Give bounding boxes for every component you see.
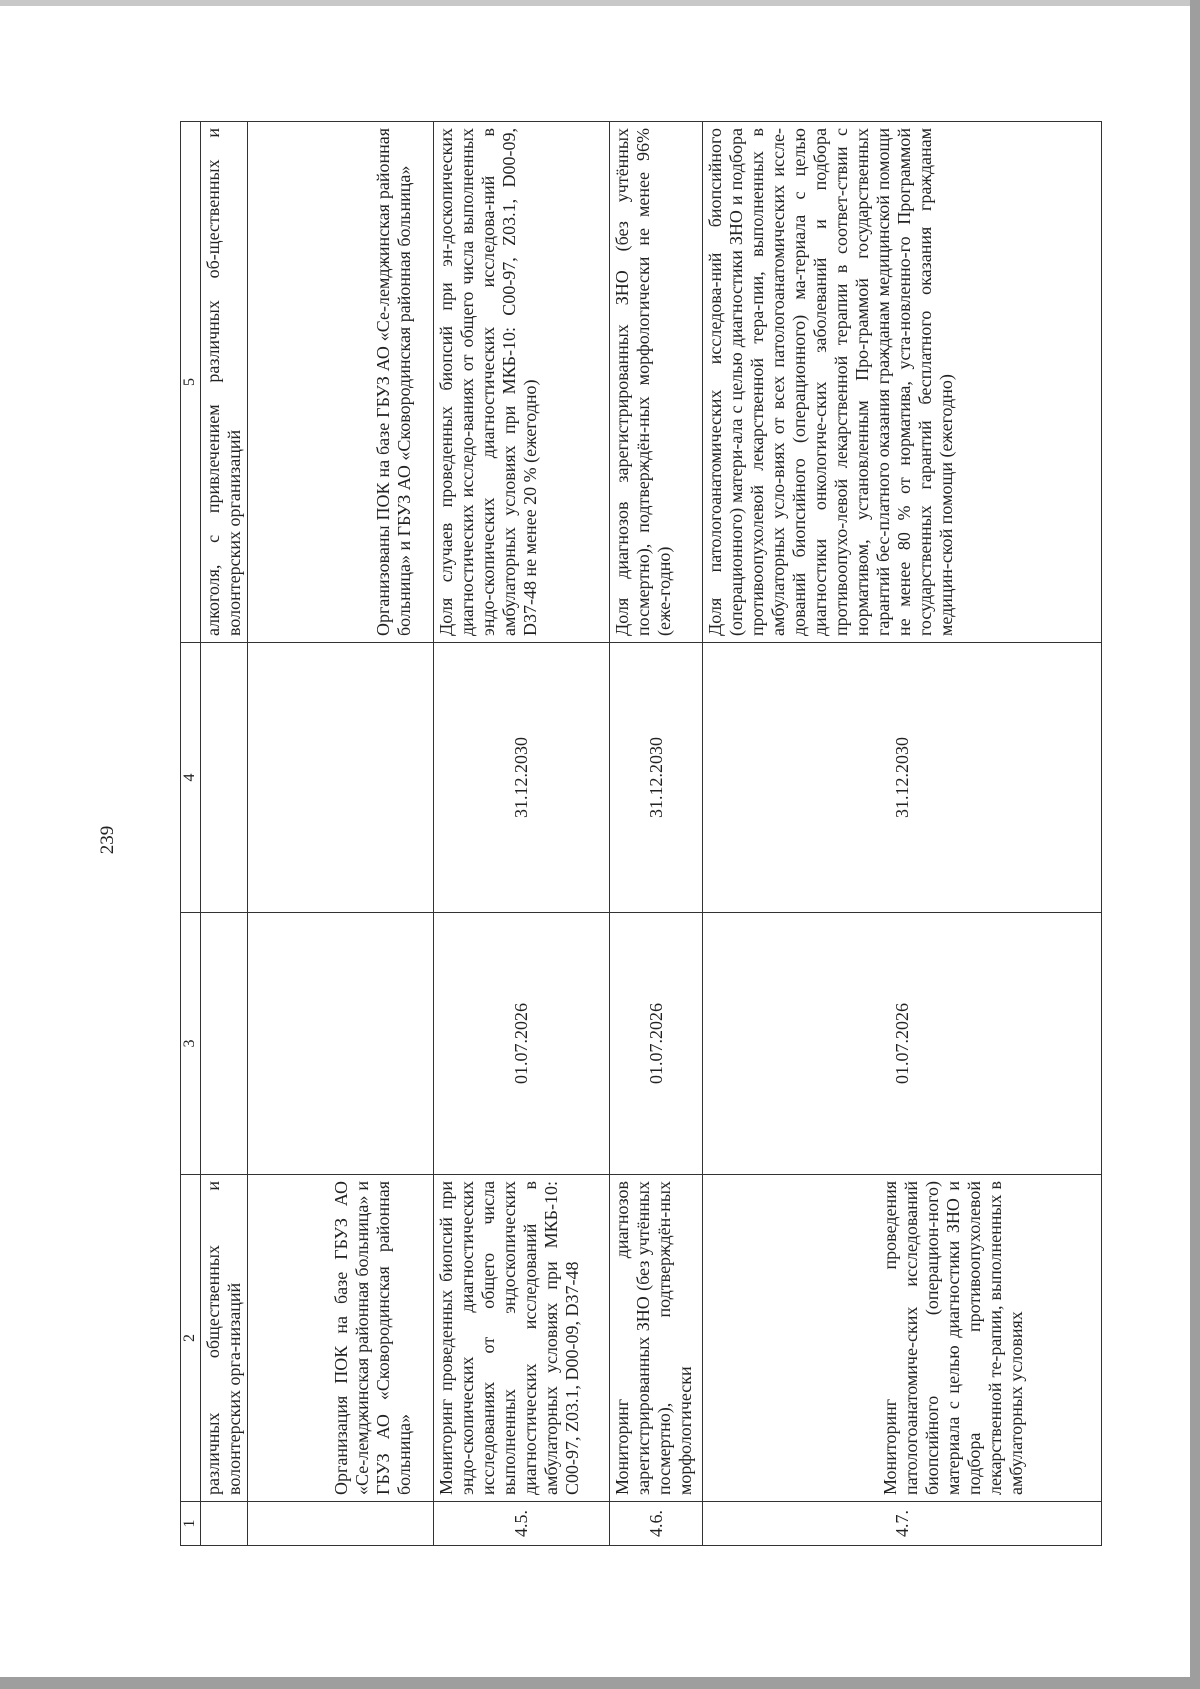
cell-result: Организованы ПОК на базе ГБУЗ АО «Се-лемджинская районная больница» и ГБУЗ АО «Сковородинская районная больница»: [248, 122, 434, 643]
cell-result: Доля случаев проведенных биопсий при эн-доскопических диагностических исследо-ваниях от общего числа выполненных эндо-скопических диагностических исследова-ний в амбулаторных условиях при МКБ-10: C00-97, Z03.1, D00-09, D37-48 не менее 20 % (ежегодно): [434, 122, 610, 643]
header-row: [181, 122, 201, 1546]
scan-edge-right: [1190, 0, 1200, 1689]
cell-start: [248, 913, 434, 1175]
scan-edge-top: [0, 0, 1200, 6]
cell-name: Мониторинг проведения патологоанатомиче-ских исследований биопсийного (операцион-ного) материала с целью диагностики ЗНО и подбора противоопухолевой лекарственной те-рапии, выполненных в амбулаторных условиях: [703, 1175, 1102, 1502]
table-row-continued: [201, 122, 248, 1546]
cell-name: Организация ПОК на базе ГБУЗ АО «Се-лемджинская районная больница» и ГБУЗ АО «Сковородинская районная больница»: [248, 1175, 434, 1502]
table-row: [610, 122, 703, 1546]
cell-end: [248, 643, 434, 913]
cell-end: [201, 643, 248, 913]
cell-result: Доля диагнозов зарегистрированных ЗНО (без учтённых посмертно), подтверждён-ных морфологически не менее 96% (еже-годно): [610, 122, 703, 643]
cell-num: [201, 1502, 248, 1546]
cell-start: 01.07.2026: [703, 913, 1102, 1175]
cell-end: 31.12.2030: [434, 643, 610, 913]
cell-num: 4.5.: [434, 1502, 610, 1546]
plan-table: [180, 121, 1102, 1546]
header-col-3: 3: [181, 913, 201, 1175]
scan-edge-bottom: [0, 1677, 1200, 1689]
page-number: 239: [97, 825, 118, 855]
cell-end: 31.12.2030: [703, 643, 1102, 913]
rotated-table-wrapper: [180, 122, 1102, 1546]
cell-name: Мониторинг проведенных биопсий при эндо-скопических диагностических исследованиях от общего числа выполненных эндоскопических диагностических исследований в амбулаторных условиях при МКБ-10: C00-97, Z03.1, D00-09, D37-48: [434, 1175, 610, 1502]
table-row: [434, 122, 610, 1546]
cell-end: 31.12.2030: [610, 643, 703, 913]
cell-name: различных общественных и волонтерских орга-низаций: [201, 1175, 248, 1502]
header-col-2: 2: [181, 1175, 201, 1502]
cell-name: Мониторинг диагнозов зарегистрированных ЗНО (без учтённых посмертно), подтверждён-ных морфологически: [610, 1175, 703, 1502]
cell-start: 01.07.2026: [434, 913, 610, 1175]
cell-start: [201, 913, 248, 1175]
cell-num: [248, 1502, 434, 1546]
table-row: [703, 122, 1102, 1546]
header-col-5: 5: [181, 122, 201, 643]
cell-result: Доля патологоанатомических исследова-ний биопсийного (операционного) матери-ала с целью диагностики ЗНО и подбора противоопухолевой лекарственной тера-пии, выполненных в амбулаторных усло-виях от всех патологоанатомических иссле-дований биопсийного (операционного) ма-териала с целью диагностики онкологиче-ских заболеваний и подбора противоопухо-левой лекарственной терапии в соответ-ствии с нормативом, установленным Про-граммой государственных гарантий бес-платного оказания гражданам медицинской помощи не менее 80 % от норматива, уста-новленно-го Программой государственных гарантий бесплатного оказания гражданам медицин-ской помощи (ежегодно): [703, 122, 1102, 643]
cell-num: 4.6.: [610, 1502, 703, 1546]
header-col-4: 4: [181, 643, 201, 913]
table-row-org: [248, 122, 434, 1546]
cell-num: 4.7.: [703, 1502, 1102, 1546]
cell-result: алкоголя, с привлечением различных об-щественных и волонтерских организаций: [201, 122, 248, 643]
header-col-1: 1: [181, 1502, 201, 1546]
cell-start: 01.07.2026: [610, 913, 703, 1175]
